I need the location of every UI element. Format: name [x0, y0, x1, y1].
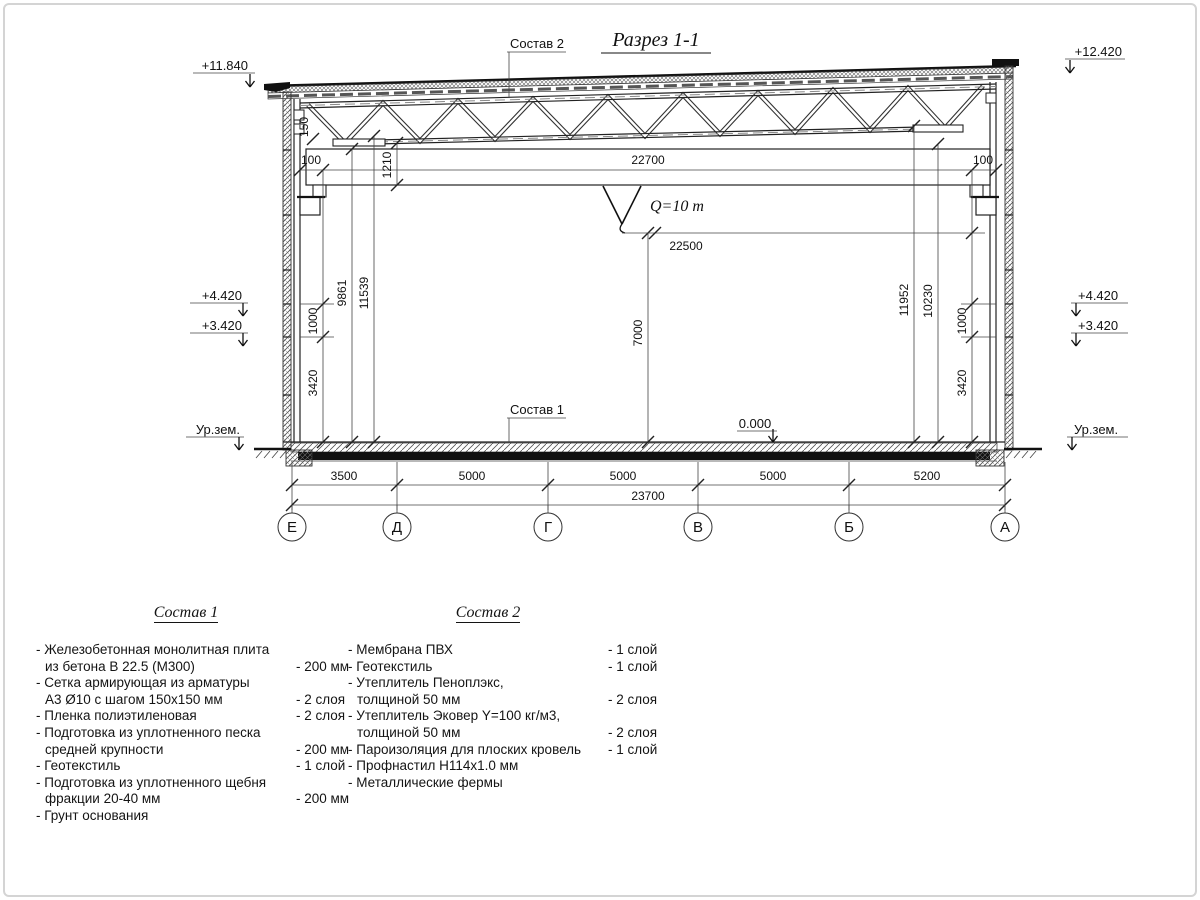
callout-sostav2: Состав 2 [510, 36, 564, 51]
axis-grid [278, 462, 1019, 541]
legend1-title: Состав 1 [153, 604, 219, 621]
elevation-marks [186, 44, 1128, 450]
right-wall [986, 66, 1013, 450]
dim-11952: 11952 [897, 283, 911, 317]
elev-4420-left: +4.420 [201, 288, 242, 303]
axis-label-e: Е [286, 519, 298, 536]
dim-1000-left: 1000 [306, 307, 320, 335]
truss-right-seat [913, 125, 963, 132]
corbel-left [300, 197, 320, 215]
truss-left-seat [333, 139, 385, 146]
legend2-item-6: - Профнастил Н114х1.0 мм [348, 758, 519, 774]
crane-wheel-left [313, 185, 326, 197]
legend2-item-3: - Утеплитель Пеноплэкс, толщиной 50 мм - 2 слоя [348, 675, 658, 707]
elev-3420-left: +3.420 [201, 318, 242, 333]
dim-22700: 22700 [631, 153, 665, 167]
legend1-item-6: - Подготовка из уплотненного щебня фракции 20-40 мм - 200 мм [36, 774, 350, 807]
legend1-item-2: - Сетка армирующая из арматуры А3 Ø10 с шагом 150х150 мм - 2 слоя [36, 675, 346, 707]
ground-level-right: Ур.зем. [1074, 422, 1119, 437]
span-dim-5: 5200 [913, 469, 941, 483]
dim-11539: 11539 [357, 276, 371, 310]
span-dim-4: 5000 [759, 469, 787, 483]
legend2-item-5: - Пароизоляция для плоских кровель - 1 слой [348, 741, 658, 757]
legend2-item-7: - Металлические фермы [348, 774, 503, 790]
total-dim-23700: 23700 [631, 489, 665, 503]
axis-label-v: В [692, 519, 704, 536]
callout-zero-level: 0.000 [738, 416, 772, 431]
elev-11840: +11.840 [201, 58, 248, 73]
dim-3420-right: 3420 [955, 369, 969, 397]
legend1-item-3: - Пленка полиэтиленовая - 2 слоя [36, 708, 346, 724]
dim-1000-right: 1000 [955, 307, 969, 335]
legend1-item-7: - Грунт основания [36, 807, 149, 823]
legend-sostav1 [36, 604, 366, 825]
crane-capacity-label: Q=10 т [650, 198, 704, 215]
drawing-title: Разрез 1-1 [612, 29, 700, 51]
dim-7000: 7000 [631, 319, 645, 347]
span-dim-1: 3500 [330, 469, 358, 483]
ground-level-left: Ур.зем. [195, 422, 240, 437]
dim-9861: 9861 [335, 279, 349, 307]
axis-bubbles [278, 505, 1019, 541]
dim-100-left: 100 [300, 153, 322, 167]
elev-3420-right: +3.420 [1078, 318, 1119, 333]
axis-label-b: Б [844, 519, 854, 536]
dim-10230: 10230 [921, 284, 935, 318]
elev-4420-right: +4.420 [1078, 288, 1119, 303]
foundation-left [286, 450, 312, 466]
legend1-item-4: - Подготовка из уплотненного песка средней крупности - 200 мм [36, 724, 350, 757]
span-dim-2: 5000 [458, 469, 486, 483]
floor-slab [254, 442, 1042, 466]
drawing-title-group [601, 29, 711, 53]
legend-sostav2 [348, 604, 678, 791]
legend2-item-2: - Геотекстиль - 1 слой [348, 658, 658, 674]
foundation-right [976, 450, 1004, 466]
axis-label-g: Г [543, 519, 553, 536]
dim-22500: 22500 [669, 239, 703, 253]
dim-100-right: 100 [972, 153, 994, 167]
legend2-item-4: - Утеплитель Эковер Y=100 кг/м3, толщиной 50 мм - 2 слоя [348, 708, 658, 740]
legend1-item-5: - Геотекстиль - 1 слой [36, 758, 346, 774]
callout-sostav1: Состав 1 [510, 402, 564, 417]
dim-3420-left: 3420 [306, 369, 320, 397]
legend2-title: Состав 2 [455, 604, 521, 621]
corbel-right [976, 197, 996, 215]
dim-1210: 1210 [380, 151, 394, 179]
legend1-item-1: - Железобетонная монолитная плита из бетона В 22.5 (М300) - 200 мм [36, 642, 350, 674]
dim-150: 150 [297, 116, 311, 138]
legend2-item-1: - Мембрана ПВХ - 1 слой [348, 642, 658, 657]
axis-label-a: А [999, 519, 1011, 536]
roof-right-parapet-cap [992, 59, 1019, 66]
left-wall [283, 92, 304, 450]
crane-hook [603, 186, 641, 233]
axis-label-d: Д [391, 519, 403, 536]
span-dim-3: 5000 [609, 469, 637, 483]
elev-12420: +12.420 [1074, 44, 1122, 59]
